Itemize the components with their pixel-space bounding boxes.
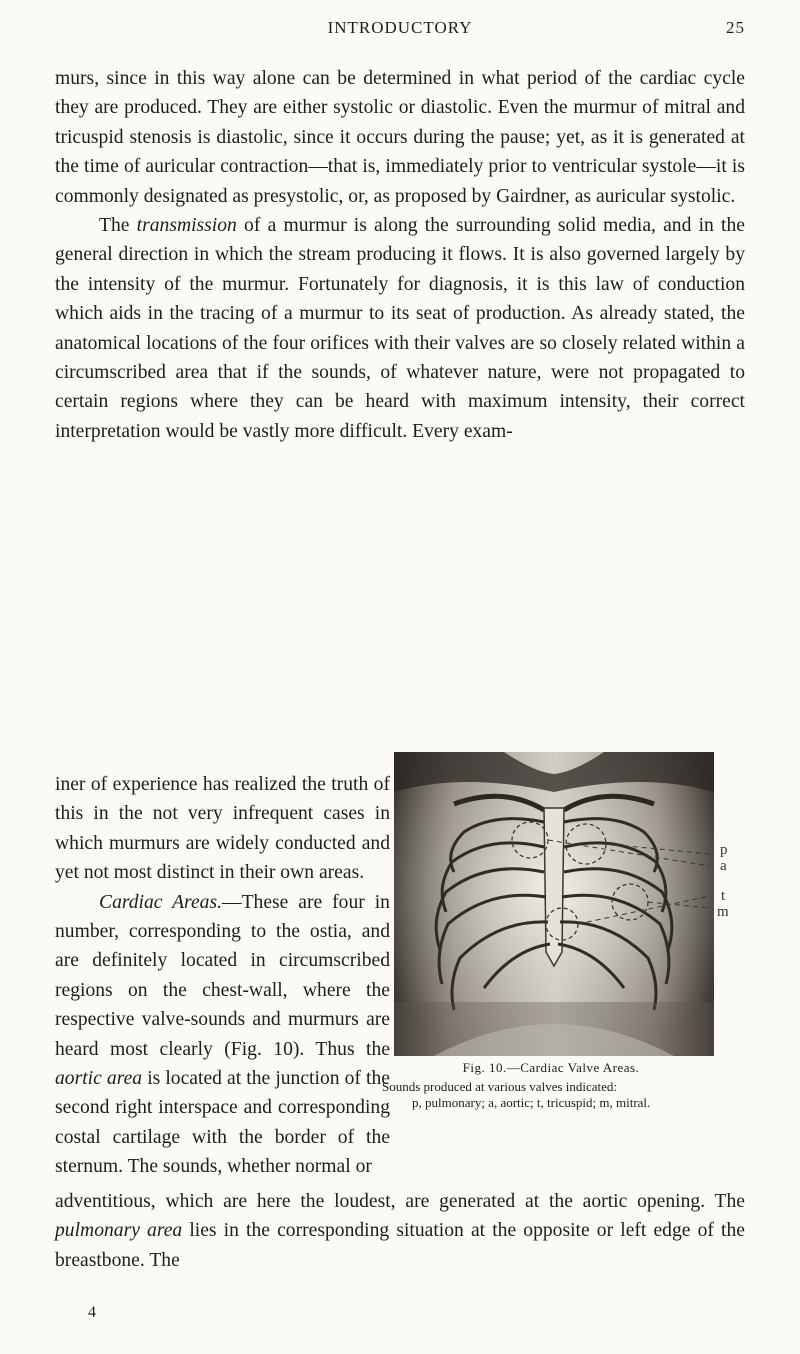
term-aortic-area: aortic area bbox=[55, 1068, 143, 1090]
page-number: 25 bbox=[726, 18, 745, 37]
heading-cardiac-areas: Cardiac Areas. bbox=[99, 891, 222, 913]
paragraph-3-continued: adventitious, which are here the loudest, are generated at the aortic opening. The pulmonary area lies in the corresponding situation at the opposite or left edge of the breastbone. The bbox=[55, 1191, 745, 1271]
signature-mark: 4 bbox=[88, 1304, 96, 1321]
caption-line-1: Sounds produced at various valves indicated: bbox=[382, 1079, 618, 1094]
paragraph-2-continued: iner of experience has realized the truth of this in the not very infrequent cases in which murmurs are widely conducted and yet not most distinct in their own areas. bbox=[55, 774, 390, 884]
running-head bbox=[55, 18, 745, 44]
term-transmission: transmission bbox=[136, 215, 237, 237]
caption-line-2: p, pulmonary; a, aortic; t, tricuspid; m, mitral. bbox=[412, 1095, 651, 1110]
figure-cardiac-valve-areas bbox=[394, 752, 714, 1056]
figure-caption bbox=[382, 1060, 720, 1111]
caption-title: Fig. 10.—Cardiac Valve Areas. bbox=[462, 1060, 640, 1075]
label-t: t bbox=[721, 888, 726, 904]
paragraph-3: Cardiac Areas.—These are four in number, corresponding to the ostia, and are definitely located in circumscribed regions on the chest-wall, where the respective valve-sounds and murmurs are heard most clearly (Fig. 10). Thus the aortic area is located at the junction of the second right interspace and corresponding costal cartilage with the border of the sternum. The sounds, whether normal or bbox=[55, 891, 390, 1178]
paragraph-1: murs, since in this way alone can be determined in what period of the cardiac cycle they are produced. They are either systolic or diastolic. Even the murmur of mitral and tricuspid stenosis is diastolic, since it occurs during the pause; yet, as it is generated at the time of auricular contraction—that is, immediately prior to ventricular systole—it is commonly designated as presystolic, or, as proposed by Gairdner, as auricular systolic. bbox=[55, 68, 745, 207]
chest-illustration bbox=[394, 752, 714, 1056]
body-text-top bbox=[55, 64, 745, 446]
label-m: m bbox=[717, 904, 729, 920]
term-pulmonary-area: pulmonary area bbox=[55, 1220, 183, 1242]
running-title: INTRODUCTORY bbox=[327, 18, 473, 37]
body-text-left-column bbox=[55, 770, 390, 1182]
label-a: a bbox=[720, 858, 727, 874]
body-text-bottom bbox=[55, 1187, 745, 1275]
label-p: p bbox=[720, 842, 728, 858]
paragraph-2: The transmission of a murmur is along the surrounding solid media, and in the general direction in which the stream producing it flows. It is also governed largely by the intensity of the murmur. Fortunately for diagnosis, it is this law of conduction which aids in the tracing of a murmur to its seat of production. As already stated, the anatomical locations of the four orifices with their valves are so closely related within a circumscribed area that if the sounds, of whatever nature, were not propagated to certain regions where they can be heard with maximum intensity, their correct interpretation would be vastly more difficult. Every exam- bbox=[55, 215, 745, 442]
